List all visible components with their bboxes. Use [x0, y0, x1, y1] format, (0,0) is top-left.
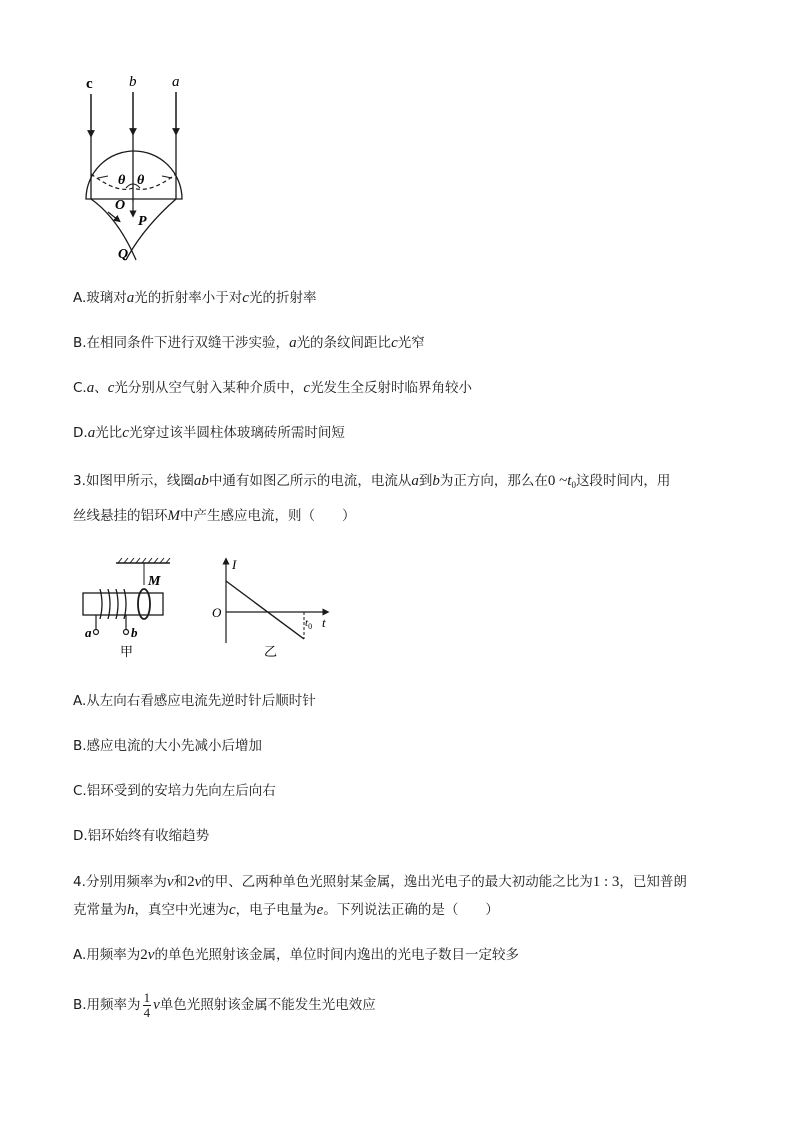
q4-text-8: 。下列说法正确的是（ ）	[323, 902, 499, 918]
var-c: c	[122, 425, 129, 441]
var-t: t	[567, 473, 572, 489]
terminal-b-label: b	[131, 625, 138, 640]
q3-text-6: 丝线悬挂的铝环	[73, 508, 168, 524]
question-3-line1	[73, 472, 670, 494]
var-nu: ν	[166, 874, 174, 890]
terminal-a	[94, 630, 99, 635]
figure-current-graph	[208, 555, 338, 665]
coil-core	[83, 593, 163, 615]
range-start: 0 ~	[547, 473, 568, 489]
axis-t-label: t	[322, 615, 326, 630]
t0-t: t	[305, 617, 309, 629]
option-2c	[73, 379, 472, 397]
q4-text-3: 的甲、乙两种单色光照射某金属，逸出光电子的最大初动能之比为	[201, 874, 593, 890]
fraction-numerator: 1	[143, 989, 151, 1005]
current-line	[226, 581, 304, 639]
option-3b: B.感应电流的大小先减小后增加	[73, 738, 263, 754]
var-c: c	[242, 290, 249, 306]
var-a: a	[289, 335, 297, 351]
glass-semicircle	[86, 151, 182, 199]
option-2a-text-3: 光的折射率	[248, 290, 317, 306]
q4-text: 4.分别用频率为	[73, 874, 167, 890]
option-2a-text-2: 光的折射率小于对	[134, 290, 243, 306]
var-nu: ν	[194, 874, 202, 890]
exit-ray-left	[91, 199, 136, 260]
q3-text-7: 中产生感应电流，则（ ）	[180, 508, 356, 524]
normal-right	[162, 176, 172, 178]
caption-jia: 甲	[120, 644, 134, 659]
var-a: a	[86, 380, 95, 396]
q3-text: 3.如图甲所示，线圈	[73, 473, 194, 489]
caption-yi: 乙	[264, 644, 278, 659]
t0-sub: 0	[308, 622, 313, 631]
var-c: c	[303, 380, 311, 396]
var-h: h	[127, 902, 135, 918]
var-nu: ν	[147, 947, 155, 963]
var-a: a	[411, 473, 419, 489]
var-b: b	[432, 473, 440, 489]
option-3a: A.从左向右看感应电流先逆时针后顺时针	[73, 693, 316, 709]
option-2c-text-4: 光发生全反射时临界角较小	[310, 380, 473, 396]
q3-text-2: 中通有如图乙所示的电流，电流从	[208, 473, 412, 489]
var-nu: ν	[153, 997, 160, 1013]
origin-label: O	[212, 605, 222, 620]
q3-text-3: 到	[418, 473, 433, 489]
var-e: e	[316, 902, 324, 918]
option-4b-text: B.用频率为	[73, 997, 141, 1013]
option-2d	[73, 424, 345, 442]
option-2d-text-2: 光比	[95, 425, 123, 441]
var-c: c	[229, 902, 236, 918]
option-3c: C.铝环受到的安培力先向左后向右	[73, 783, 276, 799]
fraction-denominator: 4	[143, 1004, 151, 1020]
option-2c-text: C.	[73, 380, 87, 396]
terminal-b	[124, 630, 129, 635]
option-4a-text-2: 的单色光照射该金属，单位时间内逸出的光电子数目一定较多	[154, 947, 519, 963]
subscript-0: 0	[571, 480, 576, 490]
question-4-line2	[73, 901, 499, 919]
var-a: a	[126, 290, 135, 306]
ray-c-label: c	[86, 76, 93, 92]
angle-theta-2: θ	[137, 173, 145, 188]
axis-i-label: I	[232, 557, 237, 572]
option-2b	[73, 334, 425, 352]
option-2b-text: B.在相同条件下进行双缝干涉实验，	[73, 335, 290, 351]
q4-text-6: ，真空中光速为	[134, 902, 229, 918]
ratio: 1 : 3	[592, 874, 620, 890]
var-a: a	[87, 425, 96, 441]
num-2: 2	[140, 947, 148, 963]
ring-m-label: M	[148, 574, 161, 589]
q3-text-4: 为正方向，那么在	[439, 473, 548, 489]
t0-label	[305, 617, 312, 631]
question-4-line1	[73, 873, 687, 891]
option-2b-text-3: 光窄	[397, 335, 425, 351]
option-4b	[73, 988, 376, 1022]
q4-text-2: 和	[173, 874, 188, 890]
option-2d-text-3: 光穿过该半圆柱体玻璃砖所需时间短	[128, 425, 345, 441]
center-o-label: O	[115, 198, 126, 213]
var-c: c	[107, 380, 115, 396]
ray-a-label: a	[172, 74, 180, 90]
option-2b-text-2: 光的条纹间距比	[296, 335, 392, 351]
fraction-one-quarter	[143, 991, 152, 1020]
figure-coil-ring	[78, 555, 178, 665]
num-2: 2	[187, 874, 195, 890]
q4-text-4: ，已知普朗	[619, 874, 687, 890]
option-4a	[73, 946, 519, 964]
option-2a	[73, 289, 316, 307]
terminal-a-label: a	[85, 625, 92, 640]
normal-left	[98, 176, 108, 178]
option-3d: D.铝环始终有收缩趋势	[73, 828, 210, 844]
point-p-label: P	[138, 214, 147, 229]
option-2d-text: D.	[73, 425, 88, 441]
var-m: M	[167, 508, 180, 524]
var-ab: ab	[193, 473, 209, 489]
point-q-label: Q	[118, 247, 129, 262]
q4-text-5: 克常量为	[73, 902, 127, 918]
option-4b-text-2: 单色光照射该金属不能发生光电效应	[159, 997, 376, 1013]
ray-b-label: b	[129, 74, 137, 90]
q3-text-5: 这段时间内，用	[575, 473, 671, 489]
q4-text-7: ，电子电量为	[235, 902, 317, 918]
option-2c-text-2: 、	[94, 380, 108, 396]
var-c: c	[391, 335, 398, 351]
figure-glass-refraction	[78, 68, 208, 263]
angle-theta-1: θ	[118, 173, 126, 188]
option-2c-text-3: 光分别从空气射入某种介质中，	[114, 380, 304, 396]
option-4a-text: A.用频率为	[73, 947, 141, 963]
question-3-line2	[73, 507, 356, 525]
option-2a-text: A.玻璃对	[73, 290, 127, 306]
